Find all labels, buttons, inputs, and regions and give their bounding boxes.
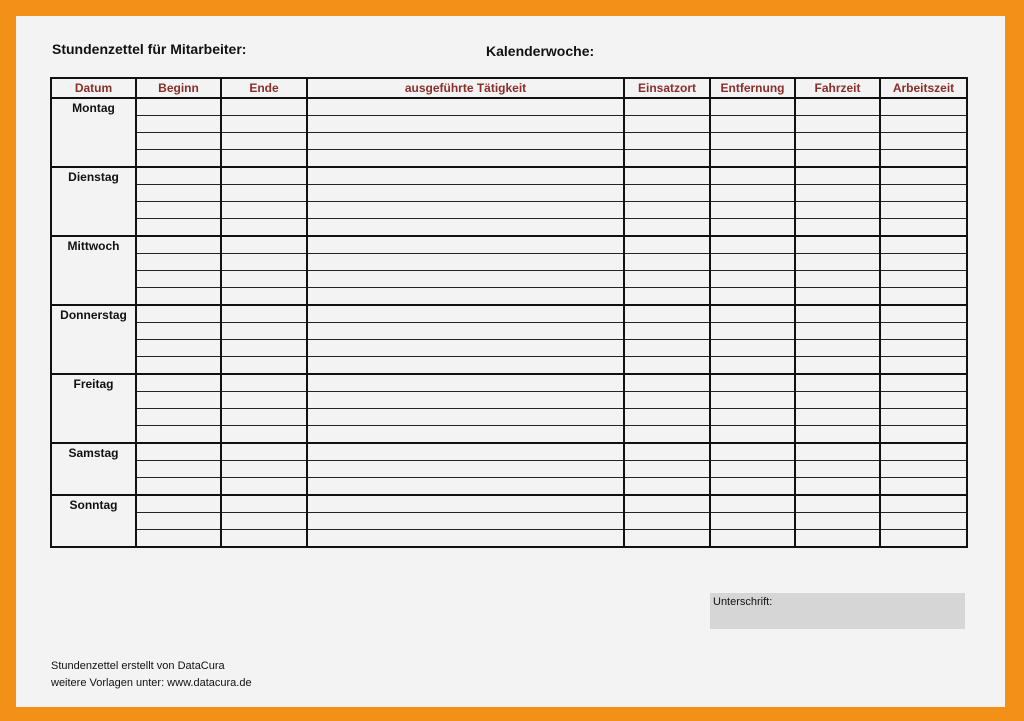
entry-cell[interactable]	[307, 254, 624, 271]
timesheet-table	[50, 77, 968, 548]
entry-cell[interactable]	[880, 133, 967, 150]
entry-cell[interactable]	[795, 443, 880, 461]
entry-cell[interactable]	[880, 236, 967, 254]
entry-cell[interactable]	[795, 530, 880, 548]
column-header-entfernung: Entfernung	[710, 78, 795, 98]
entry-cell[interactable]	[710, 202, 795, 219]
entry-cell[interactable]	[880, 305, 967, 323]
table-row	[51, 513, 967, 530]
entry-cell[interactable]	[221, 478, 307, 496]
entry-cell[interactable]	[624, 374, 710, 392]
column-header-datum: Datum	[51, 78, 136, 98]
entry-cell[interactable]	[307, 219, 624, 237]
entry-cell[interactable]	[710, 495, 795, 513]
entry-cell[interactable]	[624, 409, 710, 426]
entry-cell[interactable]	[710, 98, 795, 116]
table-row	[51, 150, 967, 168]
entry-cell[interactable]	[710, 357, 795, 375]
table-header-row	[51, 78, 967, 98]
entry-cell[interactable]	[221, 167, 307, 185]
entry-cell[interactable]	[880, 185, 967, 202]
entry-cell[interactable]	[136, 409, 221, 426]
entry-cell[interactable]	[136, 305, 221, 323]
table-row	[51, 478, 967, 496]
entry-cell[interactable]	[221, 392, 307, 409]
table-row	[51, 495, 967, 513]
entry-cell[interactable]	[221, 323, 307, 340]
entry-cell[interactable]	[307, 271, 624, 288]
table-row	[51, 185, 967, 202]
entry-cell[interactable]	[307, 478, 624, 496]
table-row	[51, 409, 967, 426]
entry-cell[interactable]	[136, 357, 221, 375]
entry-cell[interactable]	[795, 513, 880, 530]
entry-cell[interactable]	[624, 495, 710, 513]
table-row	[51, 392, 967, 409]
entry-cell[interactable]	[624, 426, 710, 444]
entry-cell[interactable]	[795, 305, 880, 323]
table-row	[51, 167, 967, 185]
entry-cell[interactable]	[624, 254, 710, 271]
table-row	[51, 116, 967, 133]
entry-cell[interactable]	[795, 323, 880, 340]
entry-cell[interactable]	[710, 513, 795, 530]
entry-cell[interactable]	[307, 185, 624, 202]
entry-cell[interactable]	[307, 426, 624, 444]
timesheet-body	[51, 98, 967, 547]
entry-cell[interactable]	[307, 392, 624, 409]
entry-cell[interactable]	[795, 116, 880, 133]
entry-cell[interactable]	[624, 150, 710, 168]
footer-more-templates: weitere Vorlagen unter: www.datacura.de	[51, 677, 252, 689]
entry-cell[interactable]	[795, 98, 880, 116]
table-row	[51, 202, 967, 219]
timesheet-page	[16, 16, 1005, 707]
entry-cell[interactable]	[136, 288, 221, 306]
entry-cell[interactable]	[307, 513, 624, 530]
entry-cell[interactable]	[624, 305, 710, 323]
entry-cell[interactable]	[624, 219, 710, 237]
table-row	[51, 219, 967, 237]
entry-cell[interactable]	[795, 219, 880, 237]
entry-cell[interactable]	[221, 461, 307, 478]
entry-cell[interactable]	[710, 443, 795, 461]
entry-cell[interactable]	[307, 305, 624, 323]
column-header-beginn: Beginn	[136, 78, 221, 98]
entry-cell[interactable]	[307, 167, 624, 185]
entry-cell[interactable]	[307, 323, 624, 340]
entry-cell[interactable]	[795, 288, 880, 306]
entry-cell[interactable]	[795, 202, 880, 219]
entry-cell[interactable]	[710, 288, 795, 306]
entry-cell[interactable]	[710, 426, 795, 444]
entry-cell[interactable]	[880, 323, 967, 340]
table-row	[51, 254, 967, 271]
entry-cell[interactable]	[880, 167, 967, 185]
entry-cell[interactable]	[221, 340, 307, 357]
entry-cell[interactable]	[307, 133, 624, 150]
entry-cell[interactable]	[880, 357, 967, 375]
table-row	[51, 271, 967, 288]
entry-cell[interactable]	[221, 357, 307, 375]
day-label: Sonntag	[51, 495, 136, 547]
entry-cell[interactable]	[221, 288, 307, 306]
entry-cell[interactable]	[307, 374, 624, 392]
entry-cell[interactable]	[307, 530, 624, 548]
entry-cell[interactable]	[795, 167, 880, 185]
entry-cell[interactable]	[624, 478, 710, 496]
day-label: Mittwoch	[51, 236, 136, 305]
entry-cell[interactable]	[136, 530, 221, 548]
entry-cell[interactable]	[710, 305, 795, 323]
entry-cell[interactable]	[795, 340, 880, 357]
signature-label: Unterschrift:	[713, 596, 773, 608]
entry-cell[interactable]	[136, 98, 221, 116]
entry-cell[interactable]	[710, 461, 795, 478]
entry-cell[interactable]	[710, 530, 795, 548]
entry-cell[interactable]	[136, 271, 221, 288]
table-row	[51, 305, 967, 323]
table-row	[51, 530, 967, 548]
entry-cell[interactable]	[307, 443, 624, 461]
entry-cell[interactable]	[880, 271, 967, 288]
entry-cell[interactable]	[221, 443, 307, 461]
entry-cell[interactable]	[136, 185, 221, 202]
entry-cell[interactable]	[136, 461, 221, 478]
entry-cell[interactable]	[624, 323, 710, 340]
entry-cell[interactable]	[880, 392, 967, 409]
table-row	[51, 288, 967, 306]
entry-cell[interactable]	[880, 219, 967, 237]
entry-cell[interactable]	[221, 254, 307, 271]
entry-cell[interactable]	[136, 202, 221, 219]
entry-cell[interactable]	[710, 219, 795, 237]
entry-cell[interactable]	[136, 513, 221, 530]
entry-cell[interactable]	[710, 374, 795, 392]
entry-cell[interactable]	[624, 271, 710, 288]
table-row	[51, 340, 967, 357]
entry-cell[interactable]	[221, 150, 307, 168]
entry-cell[interactable]	[710, 409, 795, 426]
entry-cell[interactable]	[880, 288, 967, 306]
entry-cell[interactable]	[624, 202, 710, 219]
entry-cell[interactable]	[221, 409, 307, 426]
table-row	[51, 443, 967, 461]
entry-cell[interactable]	[880, 513, 967, 530]
day-label: Montag	[51, 98, 136, 167]
table-row	[51, 98, 967, 116]
entry-cell[interactable]	[136, 323, 221, 340]
entry-cell[interactable]	[795, 478, 880, 496]
entry-cell[interactable]	[307, 98, 624, 116]
entry-cell[interactable]	[795, 236, 880, 254]
entry-cell[interactable]	[710, 150, 795, 168]
day-label: Dienstag	[51, 167, 136, 236]
entry-cell[interactable]	[795, 461, 880, 478]
entry-cell[interactable]	[624, 340, 710, 357]
entry-cell[interactable]	[307, 150, 624, 168]
entry-cell[interactable]	[221, 116, 307, 133]
entry-cell[interactable]	[880, 150, 967, 168]
entry-cell[interactable]	[624, 513, 710, 530]
employee-title: Stundenzettel für Mitarbeiter:	[52, 41, 247, 57]
calendar-week-title: Kalenderwoche:	[486, 43, 595, 59]
table-row	[51, 374, 967, 392]
entry-cell[interactable]	[136, 443, 221, 461]
entry-cell[interactable]	[221, 513, 307, 530]
entry-cell[interactable]	[307, 288, 624, 306]
entry-cell[interactable]	[136, 478, 221, 496]
entry-cell[interactable]	[624, 461, 710, 478]
entry-cell[interactable]	[880, 254, 967, 271]
entry-cell[interactable]	[307, 116, 624, 133]
entry-cell[interactable]	[795, 133, 880, 150]
entry-cell[interactable]	[624, 116, 710, 133]
entry-cell[interactable]	[136, 340, 221, 357]
entry-cell[interactable]	[624, 133, 710, 150]
entry-cell[interactable]	[307, 409, 624, 426]
entry-cell[interactable]	[795, 426, 880, 444]
entry-cell[interactable]	[880, 340, 967, 357]
column-header-taetigkeit: ausgeführte Tätigkeit	[307, 78, 624, 98]
entry-cell[interactable]	[710, 271, 795, 288]
entry-cell[interactable]	[624, 185, 710, 202]
entry-cell[interactable]	[795, 409, 880, 426]
entry-cell[interactable]	[136, 254, 221, 271]
entry-cell[interactable]	[795, 374, 880, 392]
column-header-ende: Ende	[221, 78, 307, 98]
entry-cell[interactable]	[710, 116, 795, 133]
entry-cell[interactable]	[710, 133, 795, 150]
entry-cell[interactable]	[710, 236, 795, 254]
entry-cell[interactable]	[221, 530, 307, 548]
entry-cell[interactable]	[710, 392, 795, 409]
entry-cell[interactable]	[880, 530, 967, 548]
entry-cell[interactable]	[136, 150, 221, 168]
entry-cell[interactable]	[624, 98, 710, 116]
entry-cell[interactable]	[221, 374, 307, 392]
column-header-fahrzeit: Fahrzeit	[795, 78, 880, 98]
entry-cell[interactable]	[136, 495, 221, 513]
entry-cell[interactable]	[795, 495, 880, 513]
entry-cell[interactable]	[136, 133, 221, 150]
entry-cell[interactable]	[136, 167, 221, 185]
entry-cell[interactable]	[880, 374, 967, 392]
entry-cell[interactable]	[710, 323, 795, 340]
entry-cell[interactable]	[880, 426, 967, 444]
entry-cell[interactable]	[221, 219, 307, 237]
entry-cell[interactable]	[221, 133, 307, 150]
table-row	[51, 323, 967, 340]
entry-cell[interactable]	[307, 495, 624, 513]
entry-cell[interactable]	[624, 530, 710, 548]
entry-cell[interactable]	[710, 340, 795, 357]
entry-cell[interactable]	[624, 167, 710, 185]
entry-cell[interactable]	[136, 116, 221, 133]
entry-cell[interactable]	[307, 461, 624, 478]
entry-cell[interactable]	[624, 443, 710, 461]
entry-cell[interactable]	[136, 219, 221, 237]
entry-cell[interactable]	[221, 98, 307, 116]
entry-cell[interactable]	[136, 426, 221, 444]
table-row	[51, 357, 967, 375]
day-label: Freitag	[51, 374, 136, 443]
entry-cell[interactable]	[795, 185, 880, 202]
entry-cell[interactable]	[221, 495, 307, 513]
entry-cell[interactable]	[880, 495, 967, 513]
entry-cell[interactable]	[136, 236, 221, 254]
entry-cell[interactable]	[307, 202, 624, 219]
entry-cell[interactable]	[136, 392, 221, 409]
entry-cell[interactable]	[795, 254, 880, 271]
entry-cell[interactable]	[624, 392, 710, 409]
entry-cell[interactable]	[307, 357, 624, 375]
entry-cell[interactable]	[880, 116, 967, 133]
entry-cell[interactable]	[307, 340, 624, 357]
entry-cell[interactable]	[307, 236, 624, 254]
column-header-einsatzort: Einsatzort	[624, 78, 710, 98]
table-row	[51, 461, 967, 478]
entry-cell[interactable]	[710, 167, 795, 185]
entry-cell[interactable]	[221, 185, 307, 202]
entry-cell[interactable]	[624, 357, 710, 375]
entry-cell[interactable]	[136, 374, 221, 392]
entry-cell[interactable]	[624, 236, 710, 254]
entry-cell[interactable]	[880, 478, 967, 496]
table-row	[51, 236, 967, 254]
signature-field[interactable]	[710, 593, 965, 629]
entry-cell[interactable]	[710, 478, 795, 496]
table-row	[51, 133, 967, 150]
entry-cell[interactable]	[880, 443, 967, 461]
entry-cell[interactable]	[795, 150, 880, 168]
entry-cell[interactable]	[880, 98, 967, 116]
table-row	[51, 426, 967, 444]
entry-cell[interactable]	[221, 202, 307, 219]
entry-cell[interactable]	[795, 271, 880, 288]
entry-cell[interactable]	[221, 305, 307, 323]
entry-cell[interactable]	[221, 426, 307, 444]
entry-cell[interactable]	[624, 288, 710, 306]
entry-cell[interactable]	[880, 202, 967, 219]
entry-cell[interactable]	[710, 185, 795, 202]
day-label: Samstag	[51, 443, 136, 495]
entry-cell[interactable]	[880, 409, 967, 426]
footer-credit: Stundenzettel erstellt von DataCura	[51, 660, 225, 672]
day-label: Donnerstag	[51, 305, 136, 374]
entry-cell[interactable]	[880, 461, 967, 478]
entry-cell[interactable]	[221, 236, 307, 254]
entry-cell[interactable]	[795, 357, 880, 375]
entry-cell[interactable]	[795, 392, 880, 409]
entry-cell[interactable]	[710, 254, 795, 271]
entry-cell[interactable]	[221, 271, 307, 288]
column-header-arbeitszeit: Arbeitszeit	[880, 78, 967, 98]
